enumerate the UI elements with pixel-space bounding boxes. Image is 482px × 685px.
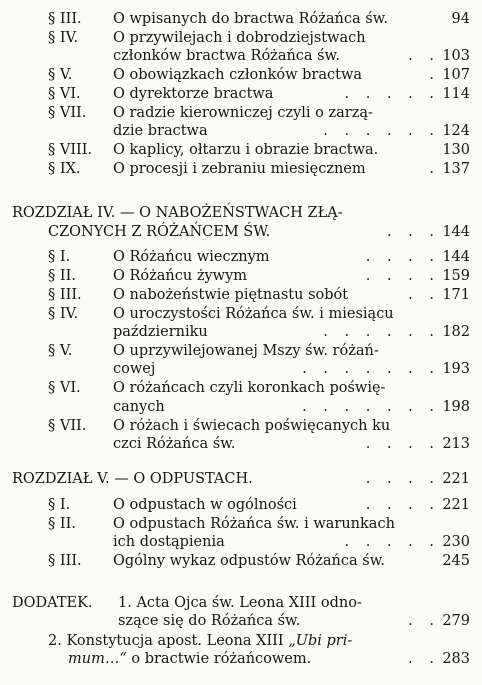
entry-title-continued: canych [113,398,165,415]
dot-leader: . . [408,613,440,629]
entry-title-continued: czci Różańca św. [113,435,236,452]
page-number: 182 [442,324,470,341]
page-number: 193 [442,361,470,378]
section-number: § I. [48,249,71,265]
section-number: § III. [48,11,82,27]
page-number: 137 [442,161,470,178]
page-number: 221 [442,471,470,487]
appendix-item-title: 1. Acta Ojca św. Leona XIII odno- [118,595,362,611]
toc-entry [0,141,482,159]
entry-title-continued: ich dostąpienia [113,534,225,551]
dot-leader: . . [408,651,440,667]
appendix-item-title-continued: szące się do Różańca św. [118,613,301,629]
entry-title: O nabożeństwie piętnastu sobót [113,287,349,303]
chapter-title-continued: CZONYCH Z RÓŻAŃCEM ŚW. [48,224,271,240]
toc-entry [0,29,482,65]
section-number: § V. [48,67,73,84]
section-number: § V. [48,343,73,360]
dot-leader: . . . . [365,435,440,452]
entry-title: O uprzywilejowanej Mszy św. różań- [113,343,379,360]
chapter-heading [0,204,482,244]
entry-title: O obowiązkach członków bractwa [113,67,362,84]
toc-entry [0,379,482,415]
toc-entry [0,305,482,341]
dot-leader: . . . [386,224,440,240]
dot-leader: . . . . . . [323,123,440,140]
section-number: § VII. [48,417,87,434]
entry-title: O różach i świecach poświęcanych ku [113,417,391,434]
appendix-item-title-continued [68,650,311,668]
section-number: § I. [48,497,71,513]
page-number: 144 [442,249,470,265]
entry-title: O odpustach w ogólności [113,497,297,513]
page-number: 159 [442,268,470,284]
entry-title: O odpustach Różańca św. i warunkach [113,516,395,532]
appendix-label: DODATEK. [12,595,93,611]
dot-leader: . . . . [365,249,440,265]
section-number: § IV. [48,306,79,322]
page-number: 114 [442,86,470,103]
appendix-item-title [48,632,352,650]
toc-entry [0,66,482,84]
page-number: 107 [442,67,470,84]
dot-leader: . . [408,48,440,65]
chapter-title: ROZDZIAŁ IV. — O NABOŻEŃSTWACH ZŁĄ- [12,205,343,221]
toc-entry [0,417,482,453]
section-number: § II. [48,268,76,284]
entry-title: O wpisanych do bractwa Różańca św. [113,11,388,27]
section-number: § III. [48,287,82,303]
entry-title: O procesji i zebraniu miesięcznem [113,161,366,178]
toc-entry [0,248,482,266]
section-number: § II. [48,516,76,532]
toc-entry [0,342,482,378]
page-number: 245 [442,553,470,570]
dot-leader: . . . . [365,497,440,513]
dot-leader: . [429,67,440,84]
entry-title: O radzie kierowniczej czyli o zarzą- [113,105,373,122]
toc-entry [0,286,482,304]
toc-entry [0,515,482,551]
toc-entry [0,85,482,103]
dot-leader: . . . . . [344,86,440,103]
section-number: § VII. [48,105,87,122]
entry-title: O kaplicy, ołtarzu i obrazie bractwa. [113,142,379,159]
chapter-heading [0,470,482,490]
dot-leader: . [429,161,440,178]
page-number: 283 [442,651,470,667]
page-number: 130 [442,142,470,159]
page-number: 124 [442,123,470,140]
toc-entry [0,104,482,140]
dot-leader: . . . . [365,471,440,487]
toc-entry [0,10,482,28]
toc-entry [0,552,482,570]
page-number: 171 [442,287,470,303]
dot-leader: . . . . . [344,534,440,551]
appendix-item-italic: „Ubi pri- [288,633,353,649]
section-number: § VI. [48,380,81,397]
appendix-item-italic: mum…“ [68,651,127,667]
chapter-title: ROZDZIAŁ V. — O ODPUSTACH. [12,471,253,487]
page-number: 144 [442,224,470,240]
page-number: 279 [442,613,470,629]
entry-title-continued: członków bractwa Różańca św. [113,48,340,65]
page-number: 198 [442,398,470,415]
entry-title-continued: październiku [113,324,208,341]
appendix-item-text: o bractwie różańcowem. [126,651,312,667]
dot-leader: . . . . . . . [302,361,440,378]
entry-title: O różańcach czyli koronkach poświę- [113,380,386,397]
appendix-item-text: 2. Konstytucja apost. Leona XIII [48,633,289,649]
section-number: § IX. [48,161,81,178]
entry-title: O Różańcu żywym [113,268,248,284]
section-number: § VIII. [48,142,93,159]
page-number: 103 [442,48,470,65]
entry-title: O przywilejach i dobrodziejstwach [113,30,366,46]
toc-entry [0,496,482,514]
section-number: § III. [48,553,82,570]
toc-entry [0,267,482,285]
dot-leader: . . . . . . . [302,398,440,415]
entry-title-continued: dzie bractwa [113,123,208,140]
section-number: § IV. [48,30,79,46]
page-number: 230 [442,534,470,551]
entry-title: O Różańcu wiecznym [113,249,270,265]
dot-leader: . . . . [365,268,440,284]
appendix-section [0,594,482,674]
entry-title: O uroczystości Różańca św. i miesiącu [113,306,394,322]
section-number: § VI. [48,86,81,103]
page-number: 94 [451,11,470,27]
dot-leader: . . . . . . [323,324,440,341]
page-number: 221 [442,497,470,513]
dot-leader: . . [408,287,440,303]
page-number: 213 [442,435,470,452]
entry-title-continued: cowej [113,361,156,378]
toc-entry [0,160,482,178]
entry-title: Ogólny wykaz odpustów Różańca św. [113,553,385,570]
entry-title: O dyrektorze bractwa [113,86,274,103]
